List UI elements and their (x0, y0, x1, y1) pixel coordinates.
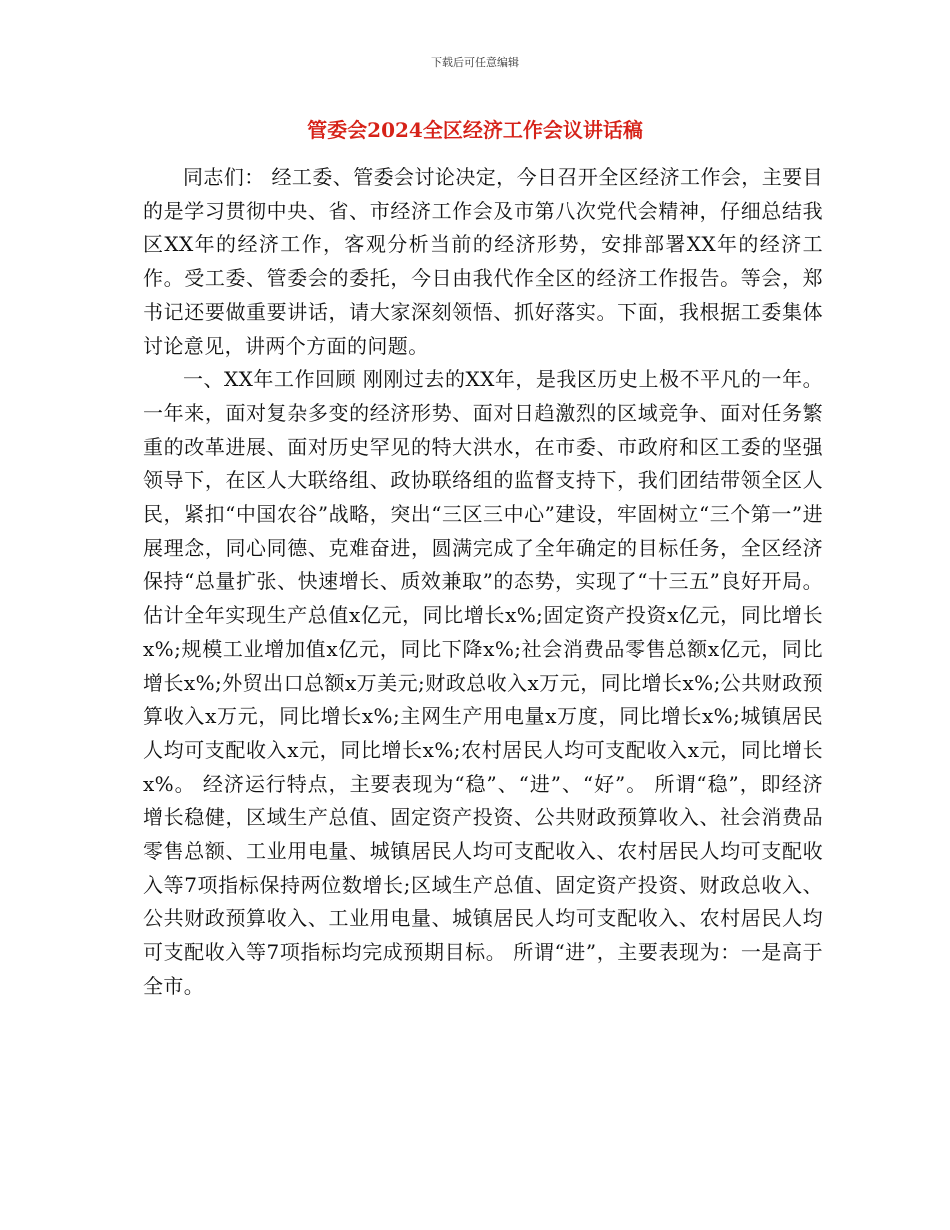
paragraph: 一、XX年工作回顾 刚刚过去的XX年，是我区历史上极不平凡的一年。一年来，面对复杂多变的经济形势、面对日趋激烈的区域竞争、面对任务繁重的改革进展、面对历史罕见的特大洪水，在市委、市政府和区工委的坚强领导下，在区人大联络组、政协联络组的监督支持下，我们团结带领全区人民，紧扣“中国农谷”战略，突出“三区三中心”建设，牢固树立“三个第一”进展理念，同心同德、克难奋进，圆满完成了全年确定的目标任务，全区经济保持“总量扩张、快速增长、质效兼取”的态势，实现了“十三五”良好开局。估计全年实现生产总值x亿元，同比增长x%;固定资产投资x亿元，同比增长x%;规模工业增加值x亿元，同比下降x%;社会消费品零售总额x亿元，同比增长x%;外贸出口总额x万美元;财政总收入x万元，同比增长x%;公共财政预算收入x万元，同比增长x%;主网生产用电量x万度，同比增长x%;城镇居民人均可支配收入x元，同比增长x%;农村居民人均可支配收入x元，同比增长x%。 经济运行特点，主要表现为“稳”、“进”、“好”。 所谓“稳”，即经济增长稳健，区域生产总值、固定资产投资、公共财政预算收入、社会消费品零售总额、工业用电量、城镇居民人均可支配收入、农村居民人均可支配收入等7项指标保持两位数增长;区域生产总值、固定资产投资、财政总收入、公共财政预算收入、工业用电量、城镇居民人均可支配收入、农村居民人均可支配收入等7项指标均完成预期目标。 所谓“进”，主要表现为：一是高于全市。 (143, 367, 823, 998)
header-note: 下载后可任意编辑 (431, 56, 519, 69)
paragraph: 同志们： 经工委、管委会讨论决定，今日召开全区经济工作会，主要目的是学习贯彻中央、省、市经济工作会及市第八次党代会精神，仔细总结我区XX年的经济工作，客观分析当前的经济形势，安排部署XX年的经济工作。受工委、管委会的委托，今日由我代作全区的经济工作报告。等会，郑书记还要做重要讲话，请大家深刻领悟、抓好落实。下面，我根据工委集体讨论意见，讲两个方面的问题。 (143, 165, 823, 358)
document-title: 管委会2024全区经济工作会议讲话稿 (307, 118, 643, 142)
document-body (143, 161, 823, 1004)
